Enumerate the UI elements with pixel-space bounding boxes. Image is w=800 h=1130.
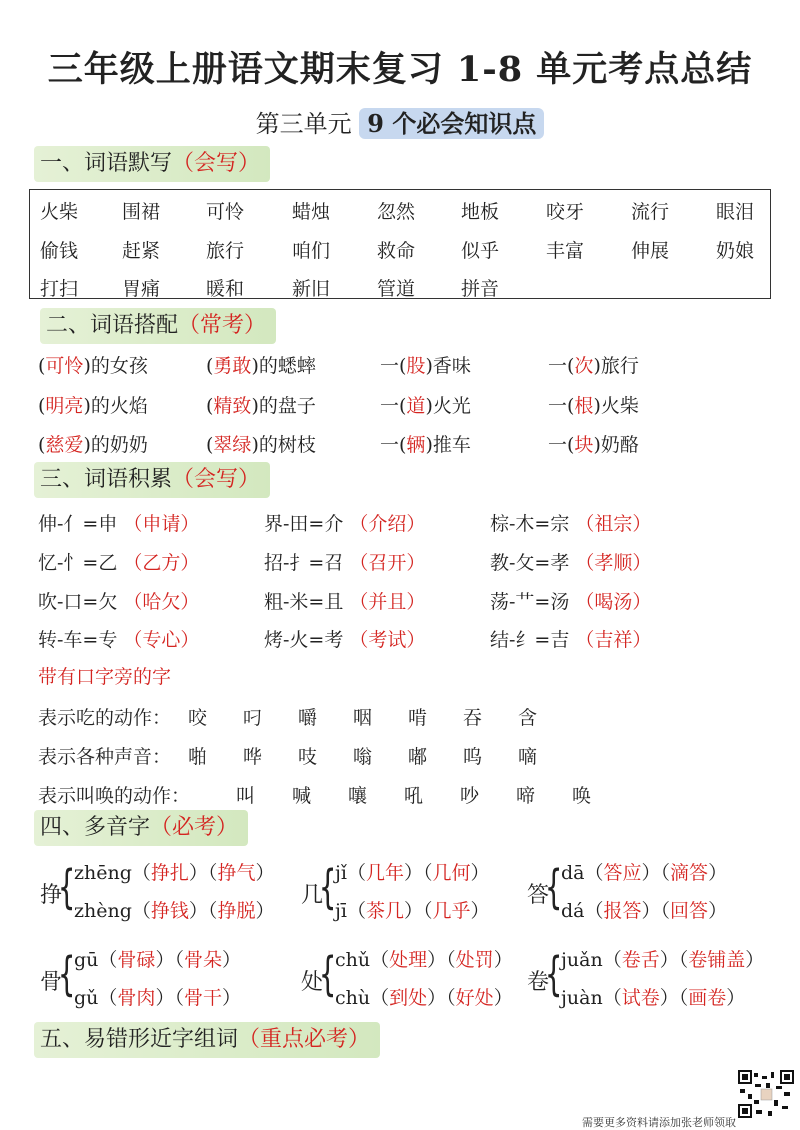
collocation-item [380, 351, 471, 378]
vocab-word: 奶娘 [716, 240, 755, 262]
collocation-item [38, 351, 148, 378]
char-math-answer: （并且） [343, 591, 426, 613]
polyphone-word: 报答 [603, 900, 642, 922]
pinyin: dá [561, 900, 585, 922]
collocation-post: )的蟋蟀 [251, 355, 316, 377]
collocation-post: )推车 [425, 434, 471, 456]
polyphone-word: 挣钱 [150, 900, 189, 922]
mouth-radical-char: 含 [518, 707, 538, 729]
collocation-pre: 一( [380, 395, 407, 417]
collocation-item [548, 351, 639, 378]
paren-mid: ）（ [155, 949, 184, 971]
paren-open: （ [131, 900, 151, 922]
collocation-item [206, 430, 316, 457]
section-tag: （必考） [150, 815, 239, 840]
section-heading-accumulation [34, 462, 270, 498]
polyphone-reading [561, 945, 764, 972]
mouth-radical-char: 喊 [292, 785, 312, 807]
char-math-answer: （介绍） [343, 513, 426, 535]
pinyin: gǔ [74, 987, 99, 1009]
paren-open: （ [98, 987, 118, 1009]
char-math-item [264, 625, 425, 652]
mouth-radical-char: 嚼 [298, 707, 318, 729]
paren-mid: ）（ [188, 862, 218, 884]
vocab-word: 暖和 [206, 278, 245, 300]
vocab-box [29, 189, 771, 299]
vocab-word: 救命 [377, 240, 416, 262]
polyphone-word: 骨碌 [117, 949, 156, 971]
mouth-radical-char: 嘟 [408, 746, 428, 768]
paren-close: ） [493, 987, 513, 1009]
mouth-radical-label: 表示叫唤的动作： [38, 785, 191, 807]
subtitle-prefix: 第三单元 [255, 110, 352, 138]
paren-mid: ）（ [427, 949, 456, 971]
collocation-post: )的奶奶 [83, 434, 148, 456]
collocation-post: )香味 [425, 355, 471, 377]
section-heading-polyphone [34, 810, 248, 846]
polyphone-reading [74, 983, 241, 1010]
paren-open: （ [584, 900, 604, 922]
collocation-item [38, 430, 148, 457]
collocation-post: )旅行 [593, 355, 639, 377]
vocab-word: 地板 [461, 201, 500, 223]
char-math-item [38, 548, 199, 575]
vocab-word: 似乎 [461, 240, 500, 262]
char-math-item [38, 509, 199, 536]
paren-mid: ）（ [188, 900, 218, 922]
mouth-radical-char: 吼 [404, 785, 424, 807]
char-math-item [490, 509, 651, 536]
pinyin: chǔ [335, 949, 371, 971]
collocation-pre: ( [38, 395, 46, 417]
collocation-post: )的盘子 [251, 395, 316, 417]
char-math-item [490, 548, 651, 575]
char-math-item [490, 625, 651, 652]
mouth-radical-char: 呜 [463, 746, 483, 768]
polyphone-word: 骨朵 [183, 949, 222, 971]
pinyin: juàn [561, 987, 603, 1009]
vocab-word: 新旧 [292, 278, 331, 300]
polyphone-word: 答应 [603, 862, 642, 884]
polyphone-char: 答 [527, 883, 550, 908]
polyphone-char: 骨 [40, 970, 63, 995]
polyphone-reading [335, 858, 490, 885]
section-tag: （常考） [178, 313, 267, 338]
section-label: 四、多音字 [40, 815, 151, 840]
char-math-equation: 吹-口=欠 [38, 591, 118, 613]
polyphone-word: 挣气 [217, 862, 256, 884]
section-heading-dictation [34, 146, 270, 182]
vocab-word: 偷钱 [40, 240, 79, 262]
paren-close: ） [708, 900, 728, 922]
polyphone-word: 到处 [389, 987, 428, 1009]
collocation-pre: ( [38, 434, 46, 456]
polyphone-word: 回答 [670, 900, 709, 922]
vocab-word: 打扫 [40, 278, 79, 300]
collocation-answer: 道 [406, 395, 426, 417]
char-math-answer: （祖宗） [569, 513, 652, 535]
char-math-answer: （吉祥） [569, 629, 652, 651]
collocation-pre: 一( [548, 434, 575, 456]
char-math-answer: （考试） [343, 629, 426, 651]
vocab-word: 旅行 [206, 240, 245, 262]
collocation-pre: 一( [548, 395, 575, 417]
char-math-item [264, 509, 425, 536]
polyphone-word: 试卷 [621, 987, 660, 1009]
pinyin: gū [74, 949, 99, 971]
brace-icon: { [318, 860, 337, 914]
brace-icon: { [544, 947, 563, 1001]
paren-open: （ [346, 900, 366, 922]
page-subtitle [0, 104, 800, 139]
collocation-answer: 慈爱 [45, 434, 84, 456]
paren-mid: ）（ [641, 862, 671, 884]
collocation-answer: 可怜 [45, 355, 84, 377]
paren-close: ） [470, 900, 490, 922]
polyphone-word: 挣脱 [217, 900, 256, 922]
paren-open: （ [584, 862, 604, 884]
mouth-radical-char: 吱 [298, 746, 318, 768]
subtitle-highlight: 9 个必会知识点 [359, 108, 544, 139]
polyphone-word: 卷铺盖 [688, 949, 746, 971]
mouth-radical-char: 哗 [243, 746, 263, 768]
paren-close: ） [726, 987, 746, 1009]
polyphone-reading [335, 896, 490, 923]
char-math-answer: （喝汤） [569, 591, 652, 613]
polyphone-word: 卷舌 [621, 949, 660, 971]
collocation-answer: 块 [574, 434, 594, 456]
paren-open: （ [98, 949, 118, 971]
collocation-item [548, 430, 639, 457]
polyphone-reading [561, 858, 727, 885]
vocab-word: 围裙 [122, 201, 161, 223]
mouth-radical-char: 嗡 [353, 746, 373, 768]
polyphone-word: 几乎 [432, 900, 471, 922]
paren-mid: ）（ [641, 900, 671, 922]
paren-open: （ [370, 949, 390, 971]
collocation-answer: 翠绿 [213, 434, 252, 456]
mouth-radical-char: 啪 [188, 746, 208, 768]
paren-mid: ）（ [659, 987, 689, 1009]
brace-icon: { [57, 860, 76, 914]
brace-icon: { [318, 947, 337, 1001]
collocation-answer: 辆 [406, 434, 426, 456]
mouth-radical-char: 嚷 [348, 785, 368, 807]
paren-open: （ [131, 862, 151, 884]
char-math-equation: 忆-忄=乙 [38, 552, 118, 574]
collocation-pre: ( [206, 395, 214, 417]
collocation-item [548, 391, 639, 418]
collocation-post: )火光 [425, 395, 471, 417]
page-title: 三年级上册语文期末复习 1-8 单元考点总结 [47, 49, 753, 90]
vocab-word: 咬牙 [546, 201, 585, 223]
mouth-radical-char: 咬 [188, 707, 208, 729]
polyphone-word: 处罚 [455, 949, 494, 971]
mouth-radical-heading: 带有口字旁的字 [38, 666, 172, 688]
mouth-radical-label: 表示吃的动作： [38, 707, 172, 729]
pinyin: jī [335, 900, 347, 922]
collocation-pre: 一( [380, 355, 407, 377]
char-math-equation: 界-田=介 [264, 513, 344, 535]
pinyin: dā [561, 862, 585, 884]
polyphone-word: 画卷 [688, 987, 727, 1009]
collocation-pre: 一( [548, 355, 575, 377]
char-math-equation: 招-扌=召 [264, 552, 344, 574]
vocab-word: 赶紧 [122, 240, 161, 262]
char-math-equation: 结-纟=吉 [490, 629, 570, 651]
collocation-post: )火柴 [593, 395, 639, 417]
paren-close: ） [221, 949, 241, 971]
vocab-word: 火柴 [40, 201, 79, 223]
polyphone-word: 茶几 [365, 900, 404, 922]
paren-close: ） [255, 862, 275, 884]
mouth-radical-char: 啃 [408, 707, 428, 729]
mouth-radical-char: 叫 [236, 785, 256, 807]
char-math-answer: （专心） [117, 629, 200, 651]
collocation-post: )的女孩 [83, 355, 148, 377]
pinyin: juǎn [561, 949, 603, 971]
vocab-word: 丰富 [546, 240, 585, 262]
char-math-equation: 粗-米=且 [264, 591, 344, 613]
mouth-radical-char: 咽 [353, 707, 373, 729]
collocation-pre: 一( [380, 434, 407, 456]
brace-icon: { [544, 860, 563, 914]
collocation-answer: 明亮 [45, 395, 84, 417]
brace-icon: { [57, 947, 76, 1001]
section-heading-collocation [40, 308, 276, 344]
polyphone-word: 滴答 [670, 862, 709, 884]
collocation-answer: 勇敢 [213, 355, 252, 377]
collocation-item [206, 351, 316, 378]
mouth-radical-char: 吞 [463, 707, 483, 729]
char-math-answer: （哈欠） [117, 591, 200, 613]
section-label: 二、词语搭配 [46, 313, 179, 338]
section-tag: （会写） [172, 467, 261, 492]
paren-open: （ [346, 862, 366, 884]
paren-close: ） [745, 949, 765, 971]
paren-mid: ）（ [404, 862, 433, 884]
char-math-answer: （申请） [117, 513, 200, 535]
paren-close: ） [255, 900, 275, 922]
mouth-radical-char: 吵 [460, 785, 480, 807]
char-math-equation: 棕-木=宗 [490, 513, 570, 535]
mouth-radical-char: 啼 [516, 785, 536, 807]
polyphone-word: 骨干 [183, 987, 222, 1009]
section-tag: （会写） [172, 151, 261, 176]
collocation-pre: ( [206, 434, 214, 456]
paren-mid: ）（ [155, 987, 184, 1009]
char-math-item [490, 587, 651, 614]
polyphone-word: 挣扎 [150, 862, 189, 884]
polyphone-reading [74, 858, 274, 885]
polyphone-word: 几何 [432, 862, 471, 884]
paren-close: ） [221, 987, 241, 1009]
collocation-item [380, 391, 471, 418]
section-label: 三、词语积累 [40, 467, 173, 492]
polyphone-char: 挣 [40, 883, 63, 908]
polyphone-reading [561, 896, 727, 923]
pinyin: zhēng [74, 862, 132, 884]
vocab-word: 拼音 [461, 278, 500, 300]
polyphone-char: 几 [301, 883, 324, 908]
footer-note: 需要更多资料请添加张老师领取 [582, 1117, 736, 1129]
char-math-item [264, 548, 425, 575]
polyphone-char: 处 [301, 970, 324, 995]
paren-close: ） [708, 862, 728, 884]
polyphone-reading [74, 896, 274, 923]
mouth-radical-char: 唤 [572, 785, 592, 807]
char-math-answer: （召开） [343, 552, 426, 574]
char-math-equation: 转-车=专 [38, 629, 118, 651]
vocab-word: 眼泪 [716, 201, 755, 223]
paren-open: （ [602, 949, 622, 971]
polyphone-word: 好处 [455, 987, 494, 1009]
pinyin: chù [335, 987, 371, 1009]
section-label: 五、易错形近字组词 [40, 1027, 239, 1052]
paren-open: （ [370, 987, 390, 1009]
vocab-word: 管道 [377, 278, 416, 300]
collocation-pre: ( [38, 355, 46, 377]
collocation-post: )奶酪 [593, 434, 639, 456]
mouth-radical-label: 表示各种声音： [38, 746, 172, 768]
qr-code-icon [738, 1070, 794, 1118]
polyphone-reading [561, 983, 745, 1010]
section-label: 一、词语默写 [40, 151, 173, 176]
paren-mid: ）（ [404, 900, 433, 922]
section-tag: （重点必考） [238, 1027, 371, 1052]
char-math-equation: 烤-火=考 [264, 629, 344, 651]
paren-mid: ）（ [659, 949, 689, 971]
char-math-item [264, 587, 425, 614]
collocation-item [380, 430, 471, 457]
collocation-pre: ( [206, 355, 214, 377]
polyphone-word: 几年 [365, 862, 404, 884]
vocab-word: 可怜 [206, 201, 245, 223]
section-heading-similar-chars [34, 1022, 380, 1058]
paren-open: （ [602, 987, 622, 1009]
pinyin: zhèng [74, 900, 132, 922]
vocab-word: 伸展 [631, 240, 670, 262]
polyphone-reading [335, 983, 513, 1010]
char-math-equation: 荡-艹=汤 [490, 591, 570, 613]
collocation-answer: 精致 [213, 395, 252, 417]
collocation-post: )的树枝 [251, 434, 316, 456]
collocation-answer: 股 [406, 355, 426, 377]
paren-close: ） [493, 949, 513, 971]
collocation-answer: 根 [574, 395, 594, 417]
char-math-equation: 教-攵=孝 [490, 552, 570, 574]
char-math-item [38, 625, 199, 652]
char-math-item [38, 587, 199, 614]
polyphone-word: 骨肉 [117, 987, 156, 1009]
vocab-word: 蜡烛 [292, 201, 331, 223]
vocab-word: 咱们 [292, 240, 331, 262]
polyphone-char: 卷 [527, 970, 550, 995]
paren-mid: ）（ [427, 987, 456, 1009]
polyphone-word: 处理 [389, 949, 428, 971]
pinyin: jǐ [335, 862, 347, 884]
char-math-answer: （乙方） [117, 552, 200, 574]
polyphone-reading [335, 945, 513, 972]
vocab-word: 胃痛 [122, 278, 161, 300]
collocation-item [38, 391, 148, 418]
polyphone-reading [74, 945, 241, 972]
vocab-word: 流行 [631, 201, 670, 223]
paren-close: ） [470, 862, 490, 884]
mouth-radical-char: 叼 [243, 707, 263, 729]
collocation-item [206, 391, 316, 418]
char-math-answer: （孝顺） [569, 552, 652, 574]
char-math-equation: 伸-亻=申 [38, 513, 118, 535]
mouth-radical-char: 嘀 [518, 746, 538, 768]
vocab-word: 忽然 [377, 201, 416, 223]
collocation-post: )的火焰 [83, 395, 148, 417]
collocation-answer: 次 [574, 355, 594, 377]
